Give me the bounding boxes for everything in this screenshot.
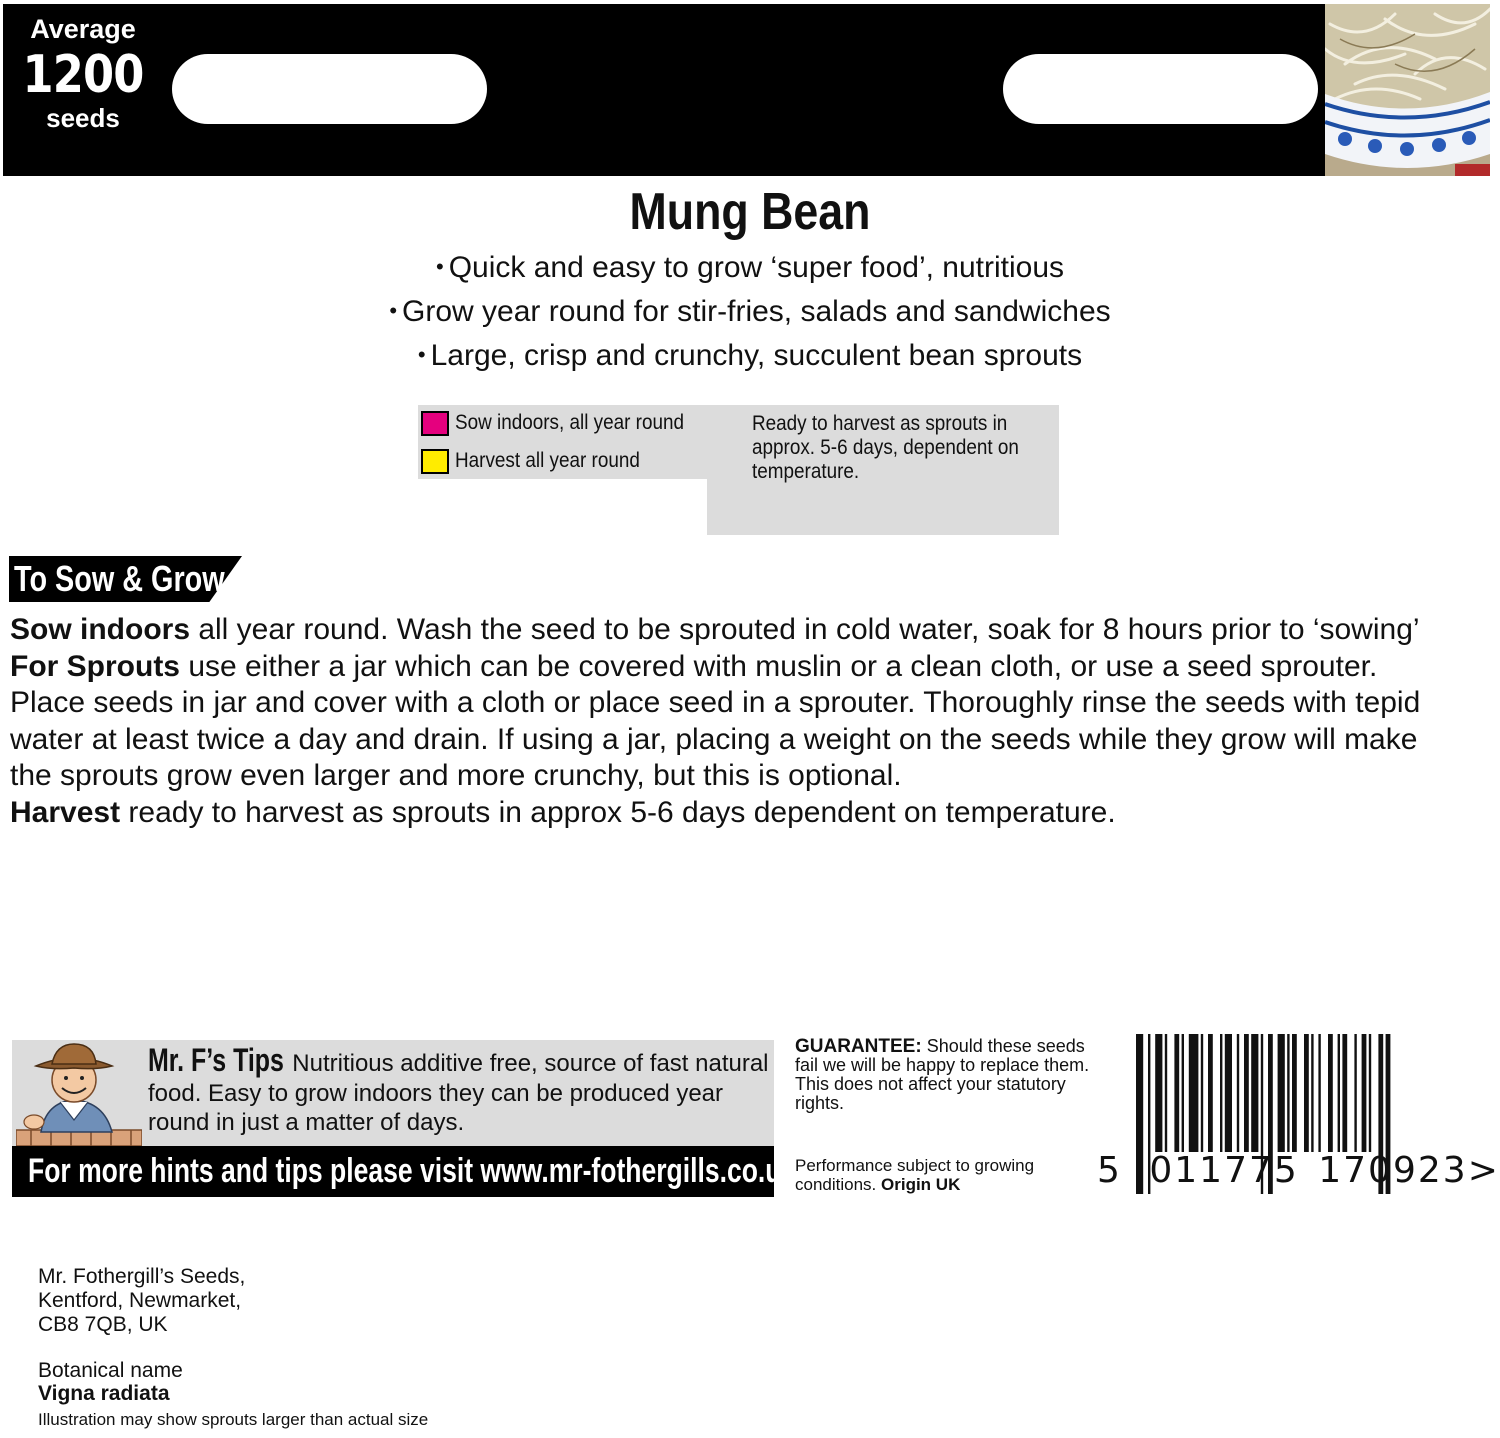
illustration-note: Illustration may show sprouts larger than actual size (38, 1410, 429, 1429)
company-address (38, 1265, 245, 1337)
barcode-bar (1362, 1034, 1367, 1152)
instruction-line (10, 795, 1495, 832)
hang-hole-right (1003, 54, 1318, 124)
barcode-bar (1174, 1034, 1179, 1152)
barcode-bar (1304, 1034, 1309, 1152)
sow-grow-instructions (10, 612, 1495, 832)
instruction-keyword: For Sprouts (10, 649, 180, 683)
barcode-bar (1278, 1034, 1285, 1152)
instruction-line (10, 649, 1495, 686)
website-link[interactable]: For more hints and tips please visit www.mr-fothergills.co.uk (28, 1152, 797, 1190)
product-title: Mung Bean (629, 183, 871, 241)
instruction-line (10, 685, 1495, 722)
barcode-first-digit: 5 (1097, 1150, 1122, 1191)
barcode-bar (1201, 1034, 1203, 1152)
bullet-dot-icon: • (417, 342, 426, 367)
barcode-group-right: 170923 (1318, 1150, 1468, 1191)
legend-label: Sow indoors, all year round (455, 411, 685, 434)
instruction-text: the sprouts grow even larger and more crunchy, but this is optional. (10, 759, 902, 793)
harvest-note: Ready to harvest as sprouts in approx. 5-6 days, dependent on temperature. (752, 412, 1019, 483)
barcode-bar (1189, 1034, 1199, 1152)
performance-body: Performance subject to growing conditions. (795, 1156, 1035, 1194)
seed-count (3, 14, 163, 133)
sow-grow-heading: To Sow & Grow (14, 558, 225, 599)
instruction-text: water at least twice a day and drain. If using a jar, placing a weight on the seeds while they grow will make (10, 722, 1418, 756)
tips-heading: Mr. F’s Tips (148, 1042, 284, 1078)
barcode-bar (1208, 1034, 1213, 1152)
barcode-bar (1155, 1034, 1162, 1152)
instruction-line (10, 722, 1495, 759)
barcode-bar (1311, 1034, 1313, 1152)
barcode-group-left: 011775 (1149, 1150, 1299, 1191)
barcode-bar (1354, 1034, 1356, 1152)
botanical-name (38, 1359, 183, 1405)
feature-bullet (0, 291, 1500, 332)
instruction-line (10, 758, 1495, 795)
feature-bullet (0, 247, 1500, 288)
instruction-keyword: Harvest (10, 795, 121, 829)
barcode-bar (1287, 1034, 1289, 1152)
sprout-bowl-photo (1325, 4, 1490, 176)
barcode-bar (1318, 1034, 1320, 1152)
instruction-line (10, 612, 1495, 649)
bullet-dot-icon: • (435, 254, 444, 279)
barcode-bar (1165, 1034, 1167, 1152)
barcode-bar (1220, 1034, 1222, 1152)
botanical-latin: Vigna radiata (38, 1382, 170, 1405)
botanical-label: Botanical name (38, 1359, 183, 1382)
barcode-bar (1369, 1034, 1371, 1152)
barcode-bar (1292, 1034, 1297, 1152)
barcode-bar (1342, 1034, 1347, 1152)
sprout-bowl-illustration (1325, 4, 1490, 176)
hang-hole-left (172, 54, 487, 124)
feature-bullet-text: Large, crisp and crunchy, succulent bean sprouts (430, 339, 1083, 372)
guarantee-text (795, 1037, 1095, 1113)
origin-label: Origin UK (881, 1175, 961, 1194)
bullet-dot-icon: • (389, 298, 398, 323)
legend-row-harvest (421, 448, 660, 474)
legend-label: Harvest all year round (455, 449, 640, 472)
seed-count-number: 1200 (22, 45, 144, 105)
address-line: CB8 7QB, UK (38, 1313, 168, 1336)
address-line: Kentford, Newmarket, (38, 1289, 242, 1312)
seed-count-unit: seeds (46, 103, 120, 133)
tips-body: Nutritious additive free, source of fast natural food. Easy to grow indoors they can be produced year round in just a matter of days. (148, 1050, 769, 1136)
barcode-bar (1182, 1034, 1184, 1152)
barcode-bar (1338, 1034, 1340, 1152)
tips-text-block (148, 1042, 770, 1138)
instruction-keyword: Sow indoors (10, 613, 190, 646)
gardener-mascot-icon (16, 1040, 142, 1146)
barcode-bar (1328, 1034, 1333, 1152)
instruction-text: ready to harvest as sprouts in approx 5-6 days dependent on temperature. (120, 795, 1116, 829)
barcode-bar (1237, 1034, 1239, 1152)
feature-bullet (0, 335, 1500, 376)
barcode-digits (1097, 1150, 1500, 1191)
legend-row-sow (421, 410, 709, 436)
barcode-bar (1251, 1034, 1258, 1152)
guarantee-body: Should these seeds fail we will be happy to replace them. This does not affect your statutory rights. (795, 1036, 1090, 1113)
instruction-text: Place seeds in jar and cover with a cloth or place seed in a sprouter. Thoroughly rinse the seeds with tepid (10, 686, 1421, 720)
guarantee-label: GUARANTEE: (795, 1036, 922, 1057)
feature-bullet-text: Grow year round for stir-fries, salads and sandwiches (402, 295, 1111, 328)
gardener-mascot-illustration (16, 1040, 142, 1146)
sow-color-swatch (421, 411, 449, 436)
barcode-arrow: > (1467, 1150, 1500, 1191)
address-line: Mr. Fothergill’s Seeds, (38, 1265, 246, 1288)
instruction-text: use either a jar which can be covered with muslin or a clean cloth, or use a seed sprouter. (180, 649, 1378, 683)
seed-count-prefix: Average (30, 14, 136, 44)
barcode-bar (1225, 1034, 1232, 1152)
harvest-color-swatch (421, 449, 449, 474)
instruction-text: all year round. Wash the seed to be sprouted in cold water, soak for 8 hours prior to ‘sowing’ (190, 613, 1420, 646)
performance-text (795, 1156, 1095, 1194)
barcode-bar (1244, 1034, 1249, 1152)
feature-bullet-text: Quick and easy to grow ‘super food’, nutritious (448, 251, 1065, 284)
